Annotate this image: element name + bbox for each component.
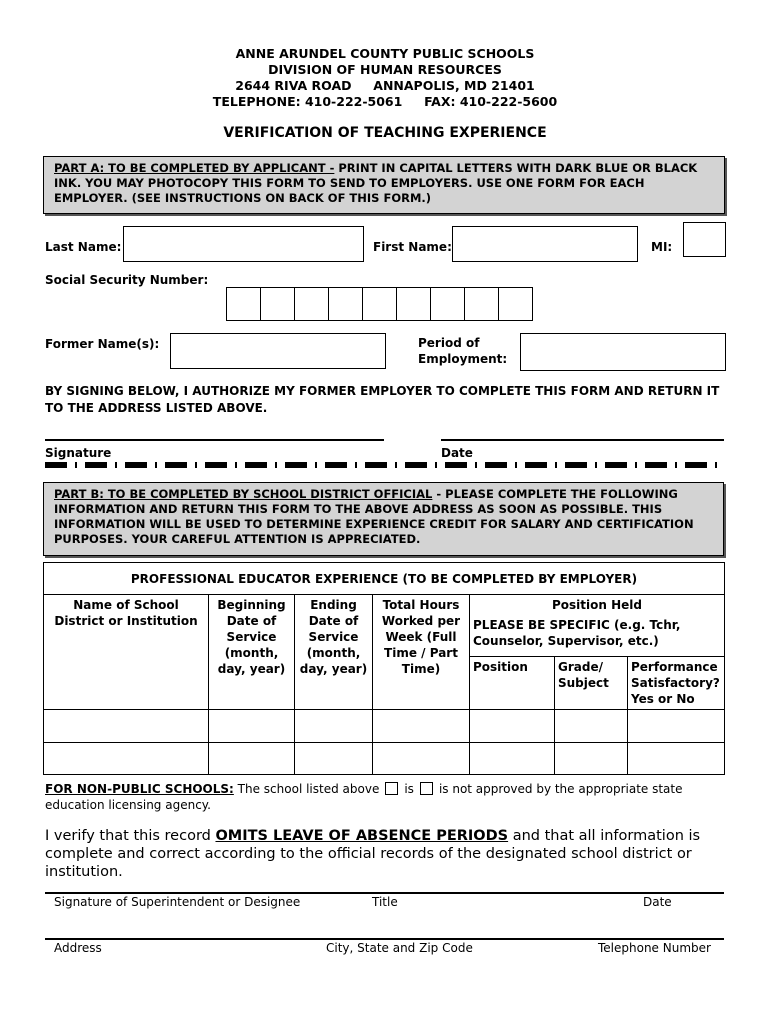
- cell[interactable]: [555, 710, 628, 743]
- cell[interactable]: [295, 710, 373, 743]
- col-header-performance: Performance Satisfactory? Yes or No: [628, 657, 725, 710]
- col-header-hours: Total Hours Worked per Week (Full Time / Part Time): [373, 595, 470, 710]
- cell[interactable]: [555, 743, 628, 775]
- ssn-input[interactable]: [226, 287, 533, 321]
- header-line: 2644 RIVA ROAD ANNAPOLIS, MD 21401: [235, 78, 535, 93]
- first-name-label: First Name:: [373, 240, 452, 254]
- last-name-label: Last Name:: [45, 240, 122, 254]
- cell[interactable]: [44, 743, 209, 775]
- former-names-input[interactable]: [170, 333, 386, 369]
- city-state-zip-label: City, State and Zip Code: [326, 941, 473, 955]
- cut-line: [45, 462, 725, 468]
- not-approved-checkbox[interactable]: [420, 782, 433, 795]
- col-header-position: Position: [470, 657, 555, 710]
- col-header-end: Ending Date of Service (month, day, year): [295, 595, 373, 710]
- cell[interactable]: [295, 743, 373, 775]
- date-line[interactable]: [441, 439, 724, 441]
- header-line: DIVISION OF HUMAN RESOURCES: [268, 62, 502, 77]
- position-held-label: Position Held: [552, 598, 642, 612]
- ssn-label: Social Security Number:: [45, 273, 209, 287]
- title-label: Title: [372, 895, 398, 909]
- verify-emphasis: OMITS LEAVE OF ABSENCE PERIODS: [215, 828, 509, 844]
- part-a-box: [43, 156, 725, 214]
- telephone-label: Telephone Number: [598, 941, 711, 955]
- part-a-heading: PART A: TO BE COMPLETED BY APPLICANT -: [54, 161, 335, 175]
- table-title: PROFESSIONAL EDUCATOR EXPERIENCE (TO BE COMPLETED BY EMPLOYER): [44, 563, 725, 595]
- verify-text: and that all information is complete and correct according to the official records of the designated school district or institution.: [45, 828, 701, 880]
- nonpublic-text: is not approved by the appropriate state education licensing agency.: [45, 782, 683, 812]
- first-name-input[interactable]: [452, 226, 638, 262]
- authorization-text: BY SIGNING BELOW, I AUTHORIZE MY FORMER EMPLOYER TO COMPLETE THIS FORM AND RETURN IT TO THE ADDRESS LISTED ABOVE.: [45, 384, 720, 415]
- header-line: TELEPHONE: 410-222-5061 FAX: 410-222-5600: [212, 94, 558, 109]
- cell[interactable]: [373, 743, 470, 775]
- period-label: Employment:: [418, 352, 508, 366]
- verification-statement: [45, 827, 735, 881]
- address-line[interactable]: [45, 938, 724, 940]
- part-a-text: PRINT IN CAPITAL LETTERS WITH DARK BLUE OR BLACK INK. YOU MAY PHOTOCOPY THIS FORM TO SEND TO EMPLOYERS. USE ONE FORM FOR EACH EMPLOYER. (SEE INSTRUCTIONS ON BACK OF THIS FORM.): [54, 161, 698, 205]
- table-row: [44, 743, 725, 775]
- date-label: Date: [441, 446, 473, 460]
- part-b-heading: PART B: TO BE COMPLETED BY SCHOOL DISTRICT OFFICIAL: [54, 487, 433, 501]
- nonpublic-text: The school listed above: [233, 782, 380, 796]
- cell[interactable]: [44, 710, 209, 743]
- former-names-label: Former Name(s):: [45, 337, 160, 351]
- cell[interactable]: [373, 710, 470, 743]
- part-b-box: [43, 482, 724, 556]
- header-line: ANNE ARUNDEL COUNTY PUBLIC SCHOOLS: [235, 46, 535, 61]
- signature-label: Signature: [45, 446, 112, 460]
- specific-note: PLEASE BE SPECIFIC (e.g. Tchr, Counselor, Supervisor, etc.): [473, 618, 681, 648]
- address-label: Address: [54, 941, 102, 955]
- nonpublic-statement: [45, 781, 735, 813]
- signature-line[interactable]: [45, 439, 384, 441]
- cell[interactable]: [628, 710, 725, 743]
- period-label: Period of: [418, 336, 480, 350]
- superintendent-signature-line[interactable]: [45, 892, 724, 894]
- footer-date-label: Date: [643, 895, 672, 909]
- superintendent-signature-label: Signature of Superintendent or Designee: [54, 895, 301, 909]
- nonpublic-label: FOR NON-PUBLIC SCHOOLS:: [45, 782, 234, 796]
- verify-text: I verify that this record: [45, 828, 216, 844]
- col-header-begin: Beginning Date of Service (month, day, year): [209, 595, 295, 710]
- cell[interactable]: [628, 743, 725, 775]
- form-title: VERIFICATION OF TEACHING EXPERIENCE: [223, 125, 547, 141]
- mi-input[interactable]: [683, 222, 726, 257]
- part-b-text: - PLEASE COMPLETE THE FOLLOWING INFORMATION AND RETURN THIS FORM TO THE ABOVE ADDRESS AS SOON AS POSSIBLE. THIS INFORMATION WILL BE USED TO DETERMINE EXPERIENCE CREDIT FOR SALARY AND CERTIFICATION PURPOSES. YOUR CAREFUL ATTENTION IS APPRECIATED.: [54, 487, 694, 546]
- is-label: is: [404, 782, 414, 796]
- mi-label: MI:: [651, 240, 673, 254]
- last-name-input[interactable]: [123, 226, 364, 262]
- cell[interactable]: [470, 710, 555, 743]
- cell[interactable]: [209, 743, 295, 775]
- col-header-name: Name of School District or Institution: [44, 595, 209, 710]
- cell[interactable]: [209, 710, 295, 743]
- cell[interactable]: [470, 743, 555, 775]
- period-input[interactable]: [520, 333, 726, 371]
- experience-table: [43, 562, 725, 775]
- approved-checkbox[interactable]: [385, 782, 398, 795]
- col-header-grade: Grade/ Subject: [555, 657, 628, 710]
- table-row: [44, 710, 725, 743]
